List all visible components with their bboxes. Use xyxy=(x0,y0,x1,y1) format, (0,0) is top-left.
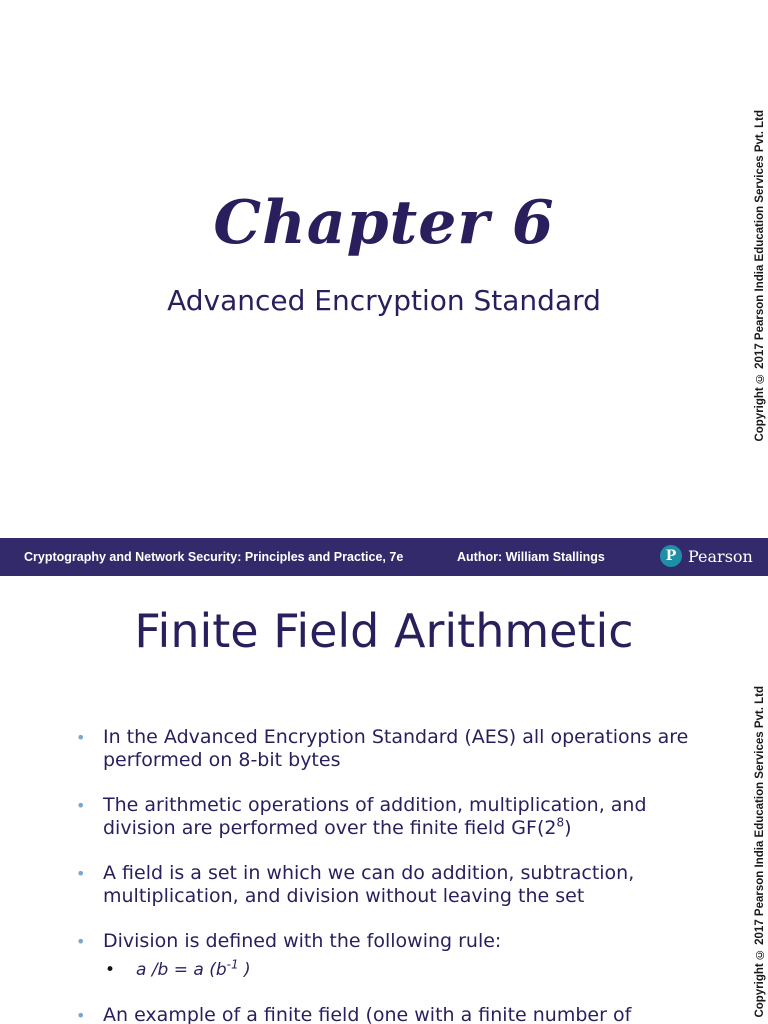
bullet-text: A field is a set in which we can do addition, subtraction, multiplication, and division without leaving the set xyxy=(103,862,635,907)
superscript: 8 xyxy=(556,815,565,830)
superscript: -1 xyxy=(226,957,239,972)
pearson-logo xyxy=(660,545,753,567)
list-item xyxy=(76,794,716,840)
bullet-icon: • xyxy=(76,796,86,815)
list-item xyxy=(76,726,716,772)
formula-text-end: ) xyxy=(238,960,251,980)
chapter-title: Chapter 6 xyxy=(213,188,555,258)
bullet-icon: • xyxy=(76,864,86,883)
bullet-icon: • xyxy=(76,1006,86,1024)
list-item xyxy=(76,930,716,982)
pearson-logo-text: Pearson xyxy=(688,546,753,566)
slide-footer xyxy=(0,538,768,576)
bullet-text: An example of a finite field (one with a finite number of xyxy=(103,1004,632,1024)
bullet-text: Division is defined with the following rule: xyxy=(103,930,502,952)
chapter-subtitle: Advanced Encryption Standard xyxy=(167,284,601,317)
sub-bullet xyxy=(103,959,716,982)
slide-2 xyxy=(0,576,768,1024)
slide-title: Finite Field Arithmetic xyxy=(134,604,634,658)
bullet-list xyxy=(76,726,716,1024)
bullet-icon: • xyxy=(76,728,86,747)
book-title: Cryptography and Network Security: Principles and Practice, 7e xyxy=(24,550,404,564)
author-label: Author: William Stallings xyxy=(457,550,605,564)
bullet-text: The arithmetic operations of addition, multiplication, and division are performed over the finite field GF(2 xyxy=(103,794,647,839)
list-item xyxy=(76,862,716,908)
pearson-p-icon: P xyxy=(660,545,682,567)
sub-bullet-icon: • xyxy=(105,960,116,980)
formula-text: a /b = a (b xyxy=(136,960,227,980)
bullet-text-end: ) xyxy=(564,817,572,839)
bullet-text: In the Advanced Encryption Standard (AES) all operations are performed on 8-bit bytes xyxy=(103,726,689,771)
copyright-vertical: Copyright © 2017 Pearson India Education Services Pvt. Ltd xyxy=(754,686,766,1018)
bullet-icon: • xyxy=(76,932,86,951)
copyright-vertical: Copyright © 2017 Pearson India Education Services Pvt. Ltd xyxy=(754,110,766,442)
list-item xyxy=(76,1004,716,1024)
